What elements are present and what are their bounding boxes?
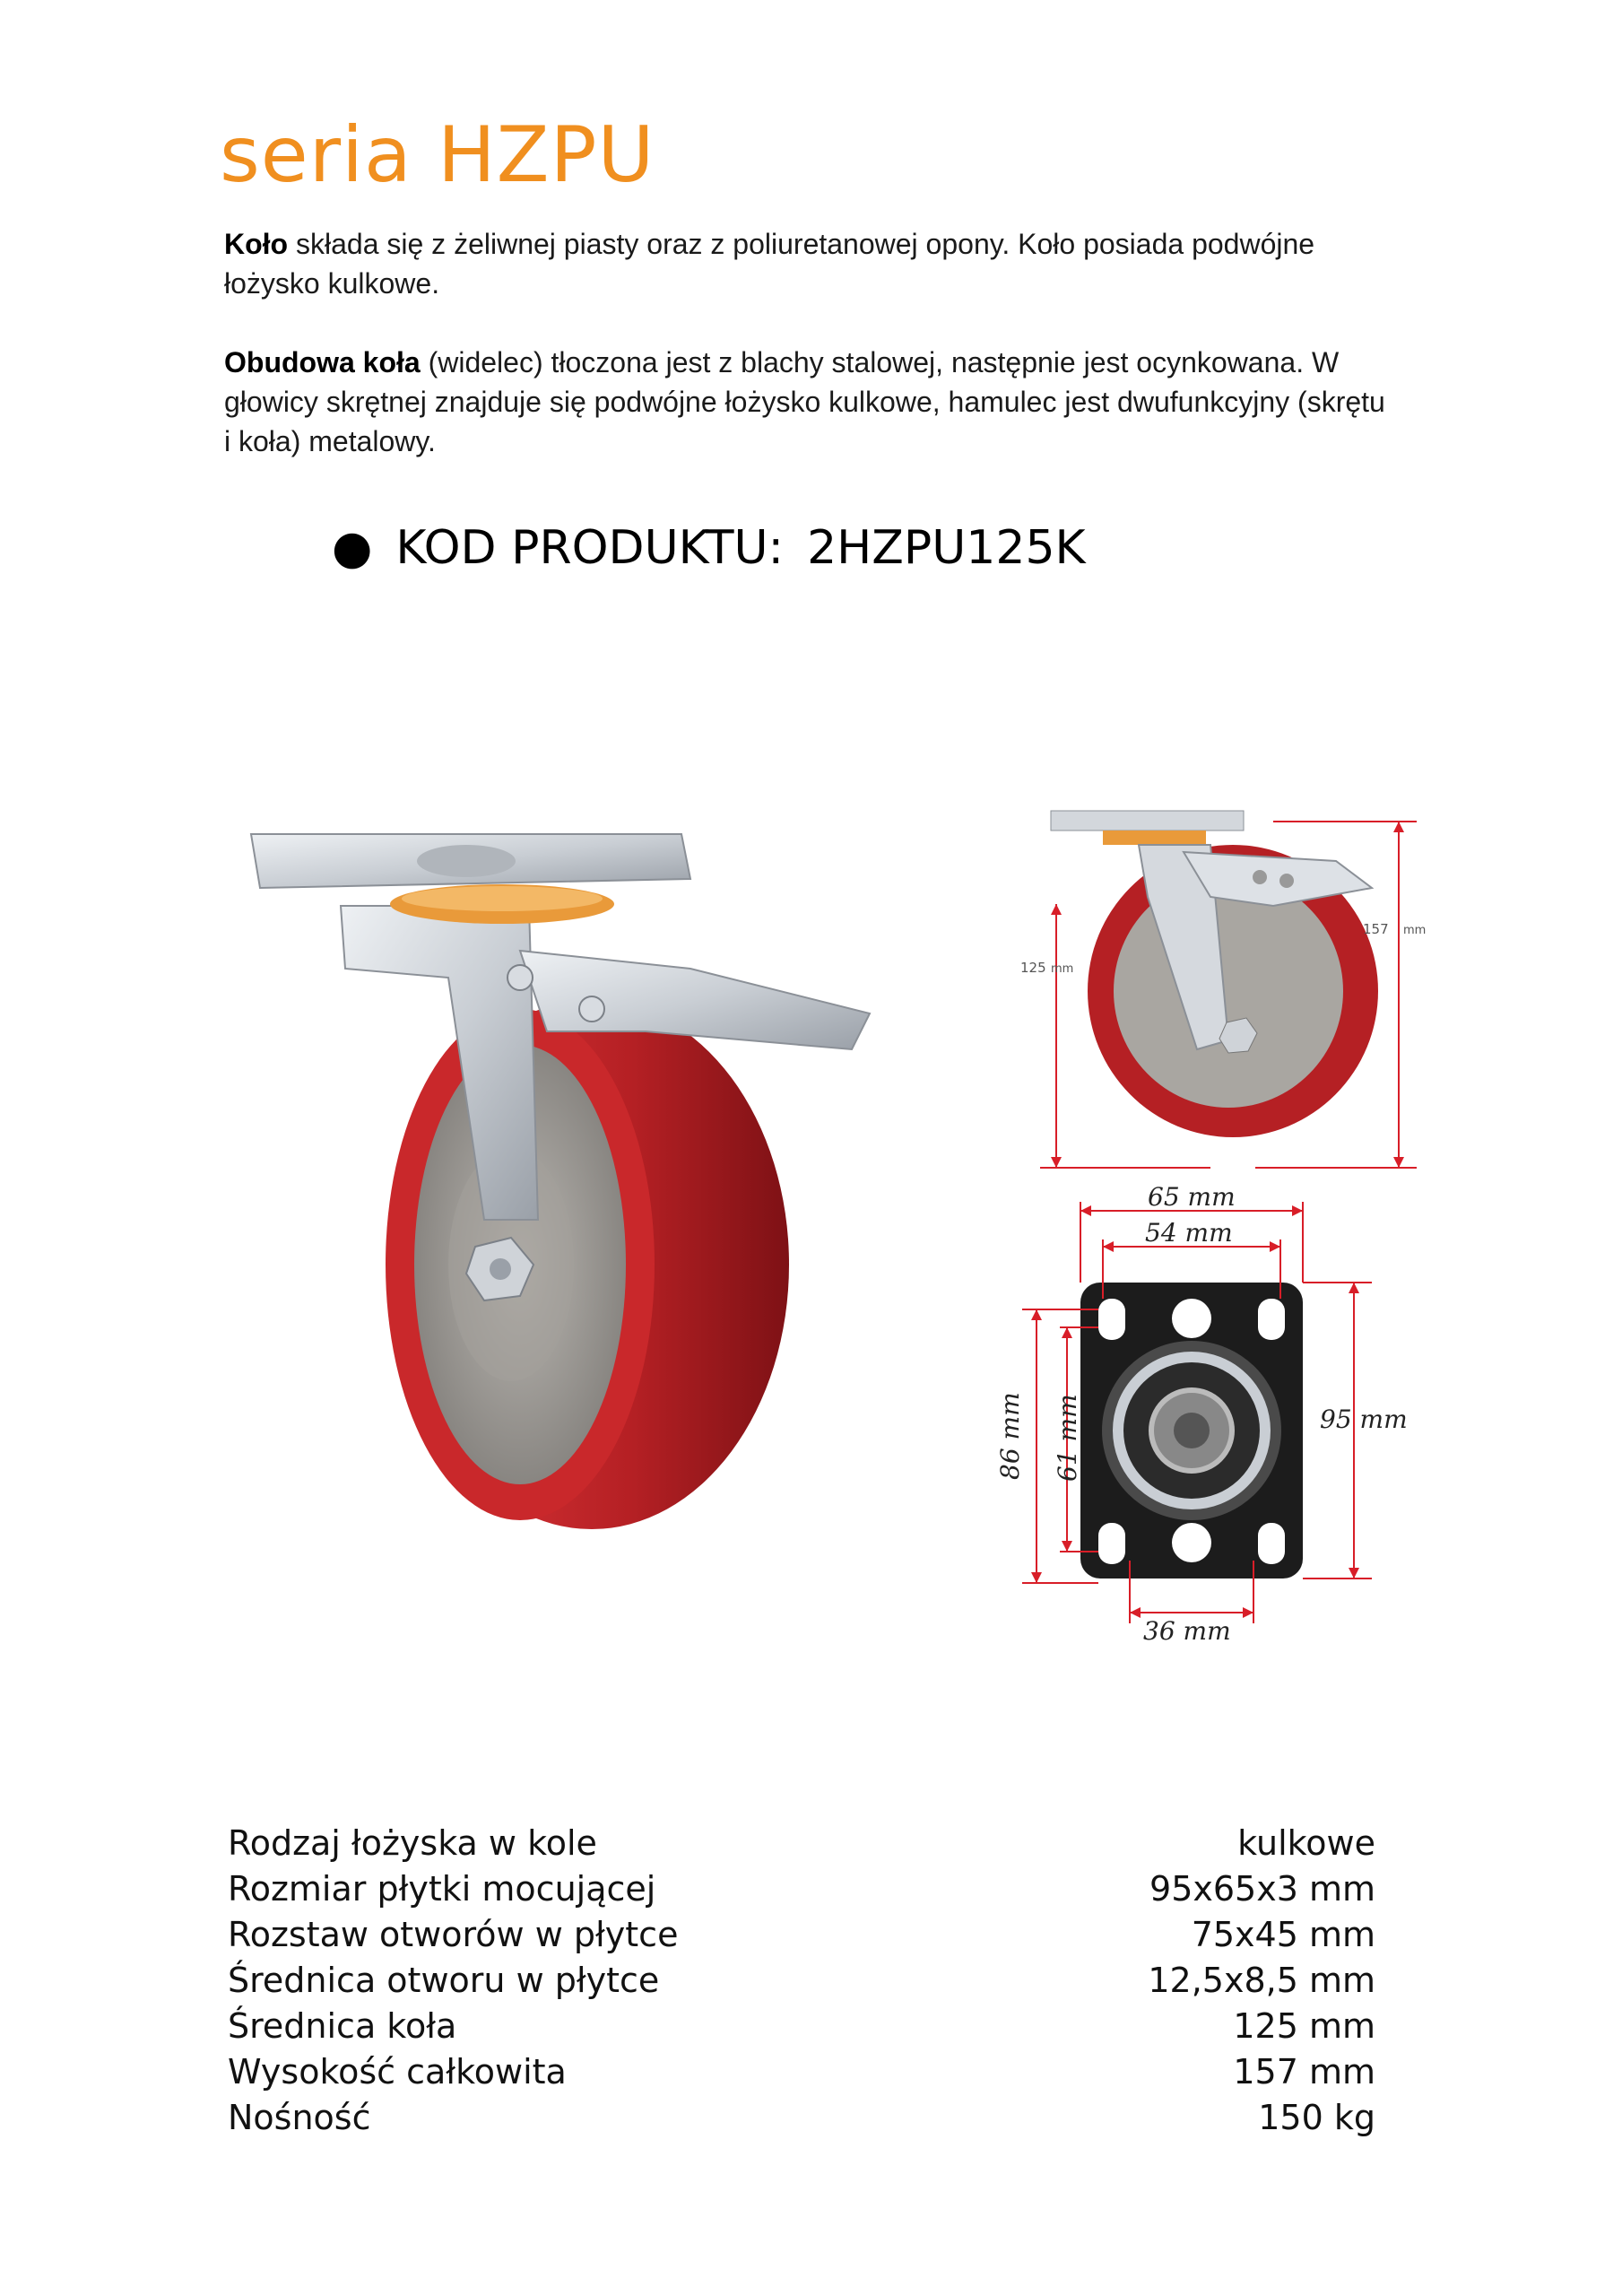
spec-value: 95x65x3 mm — [1149, 1869, 1375, 1909]
spec-value: 157 mm — [1233, 2052, 1375, 2092]
product-code-line — [332, 521, 1086, 575]
plate-width-holes-label: 54 mm — [1145, 1218, 1233, 1248]
spec-value: 75x45 mm — [1191, 1915, 1375, 1954]
wheel-description-text: składa się z żeliwnej piasty oraz z poliuretanowej opony. Koło posiada podwójne łożysko kulkowe. — [224, 228, 1315, 300]
product-code-value: 2HZPU125K — [807, 521, 1086, 575]
spec-row — [228, 1958, 1375, 2004]
side-view-diagram — [1004, 798, 1453, 1184]
caster-photo — [224, 798, 906, 1561]
total-height-value: 157 — [1363, 921, 1389, 937]
wheel-description — [224, 224, 1399, 303]
spec-value: kulkowe — [1237, 1823, 1375, 1863]
spec-label: Rozstaw otworów w płytce — [228, 1915, 679, 1954]
spec-label: Średnica koła — [228, 2006, 457, 2046]
plate-diagram — [986, 1184, 1453, 1650]
spec-label: Rodzaj łożyska w kole — [228, 1823, 597, 1863]
spec-label: Wysokość całkowita — [228, 2052, 567, 2092]
wheel-diameter-unit: mm — [1051, 962, 1074, 976]
plate-length-holes-label: 86 mm — [995, 1392, 1025, 1480]
housing-description-text: (widelec) tłoczona jest z blachy stalowej, następnie jest ocynkowana. W głowicy skrętnej znajduje się podwójne łożysko kulkowe, hamulec jest dwufunkcyjny (skrętu i koła) metalowy. — [224, 346, 1385, 457]
spec-row — [228, 1866, 1375, 1912]
spec-value: 125 mm — [1233, 2006, 1375, 2046]
spec-label: Średnica otworu w płytce — [228, 1961, 660, 2000]
housing-description-lead: Obudowa koła — [224, 346, 421, 378]
plate-width-outer-label: 65 mm — [1148, 1184, 1236, 1212]
spec-label: Nośność — [228, 2098, 371, 2137]
spec-table — [228, 1821, 1375, 2141]
page-title: seria HZPU — [220, 110, 655, 200]
spec-row — [228, 2049, 1375, 2095]
spec-value: 150 kg — [1258, 2098, 1375, 2137]
plate-length-inner-label: 61 mm — [1053, 1394, 1082, 1482]
housing-description — [224, 343, 1399, 461]
total-height-unit: mm — [1403, 924, 1427, 937]
spec-value: 12,5x8,5 mm — [1148, 1961, 1375, 2000]
spec-row — [228, 1912, 1375, 1958]
spec-row — [228, 2004, 1375, 2049]
bullet-icon: ● — [332, 521, 373, 575]
wheel-diameter-value: 125 — [1020, 960, 1046, 976]
product-code-label: KOD PRODUKTU: — [395, 521, 785, 575]
plate-length-outer-label: 95 mm — [1320, 1405, 1408, 1434]
spec-row — [228, 2095, 1375, 2141]
plate-bottom-label: 36 mm — [1143, 1616, 1231, 1646]
spec-label: Rozmiar płytki mocującej — [228, 1869, 656, 1909]
spec-row — [228, 1821, 1375, 1866]
wheel-description-lead: Koło — [224, 228, 289, 260]
